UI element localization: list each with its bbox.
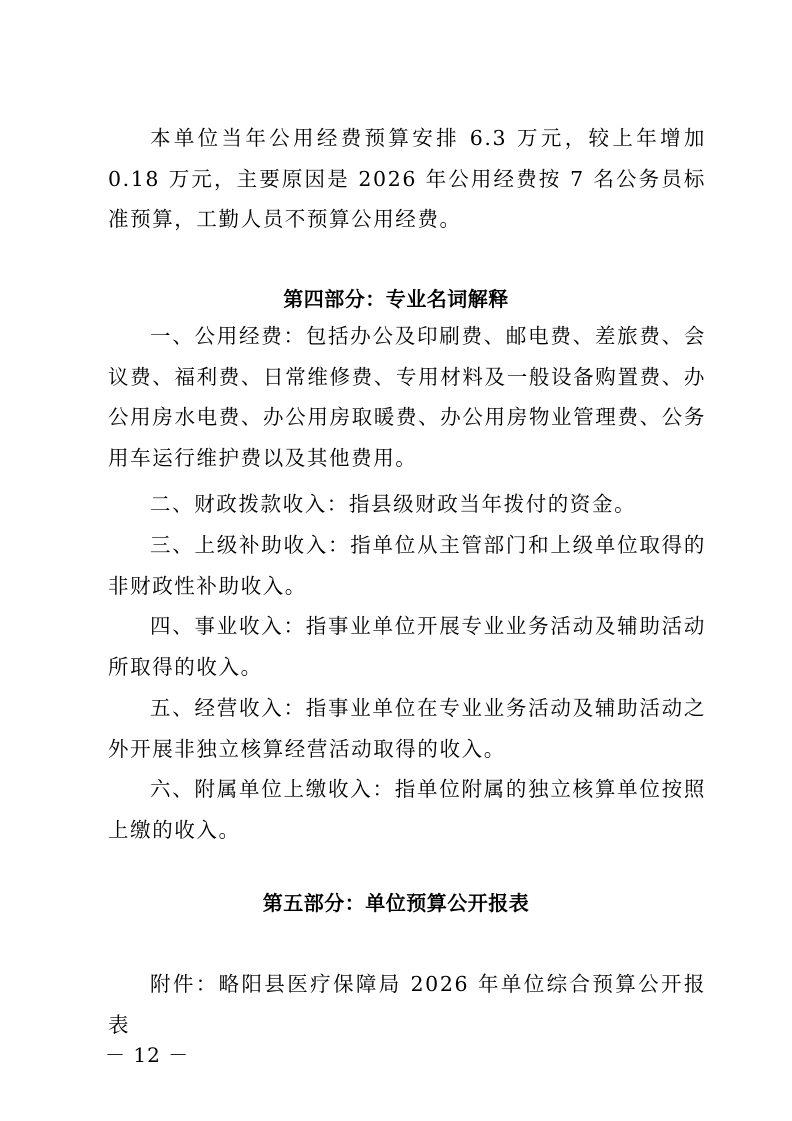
definition-item-business-income: 四、事业收入：指事业单位开展专业业务活动及辅助活动所取得的收入。 [108, 614, 706, 679]
definition-item-subsidiary-income: 六、附属单位上缴收入：指单位附属的独立核算单位按照上缴的收入。 [108, 777, 706, 842]
page-number: － 12 － [105, 1043, 190, 1067]
attachment-line: 附件：略阳县医疗保障局 2026 年单位综合预算公开报表 [108, 972, 706, 1037]
definition-item-operating-income: 五、经营收入：指事业单位在专业业务活动及辅助活动之外开展非独立核算经营活动取得的收入。 [108, 696, 706, 761]
definition-item-fiscal-allocation: 二、财政拨款收入：指县级财政当年拨付的资金。 [150, 492, 637, 516]
definition-item-superior-subsidy: 三、上级补助收入：指单位从主管部门和上级单位取得的非财政性补助收入。 [108, 533, 706, 598]
intro-paragraph: 本单位当年公用经费预算安排 6.3 万元，较上年增加 0.18 万元，主要原因是 2026 年公用经费按 7 名公务员标准预算，工勤人员不预算公用经费。 [108, 126, 706, 232]
section-5-heading: 第五部分：单位预算公开报表 [262, 891, 530, 915]
section-4-heading: 第四部分：专业名词解释 [283, 287, 509, 311]
definition-item-public-funds: 一、公用经费：包括办公及印刷费、邮电费、差旅费、会议费、福利费、日常维修费、专用材料及一般设备购置费、办公用房水电费、办公用房取暖费、办公用房物业管理费、公务用车运行维护费以及其他费用。 [108, 324, 706, 470]
